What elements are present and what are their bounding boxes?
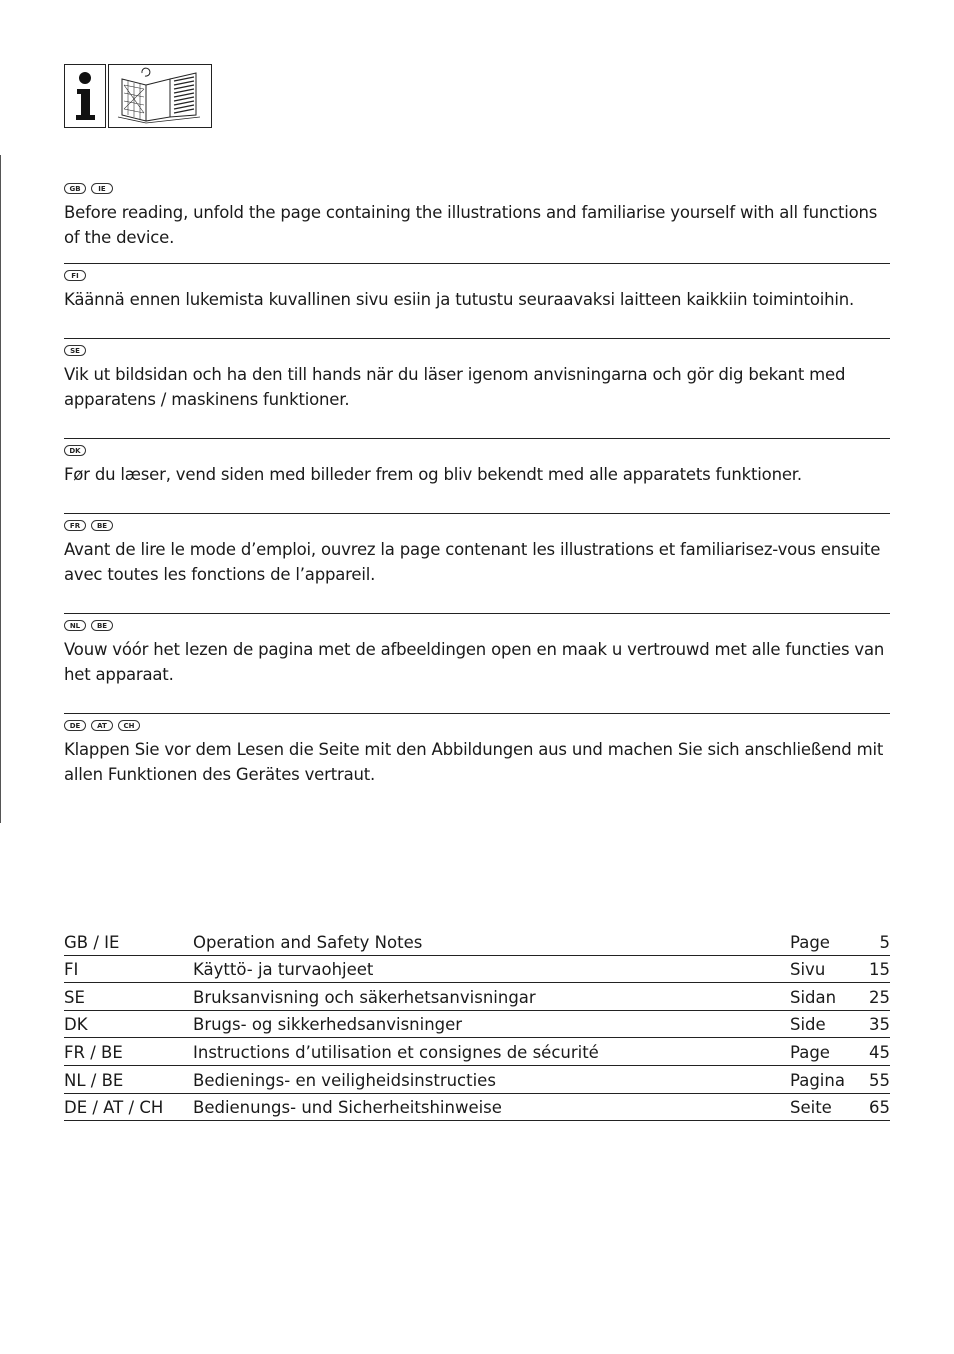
toc-language: GB / IE	[64, 932, 120, 952]
toc-row	[64, 1038, 890, 1066]
country-badges	[64, 618, 890, 632]
country-code-badge: SE	[64, 345, 86, 356]
country-code-badge: BE	[91, 620, 113, 631]
language-section	[64, 339, 890, 439]
country-code-badge: IE	[91, 183, 113, 194]
country-code-badge: NL	[64, 620, 86, 631]
toc-title: Bedienings- en veiligheidsinstructies	[193, 1070, 496, 1090]
country-code-badge: AT	[91, 720, 113, 731]
country-code-badge: CH	[118, 720, 140, 731]
page-edge-line	[0, 155, 1, 823]
instruction-text: Vik ut bildsidan och ha den till hands när du läser igenom anvisningarna och gör dig bekant med apparatens / maskinens funktioner.	[64, 365, 846, 409]
toc-title: Operation and Safety Notes	[193, 932, 423, 952]
toc-page-number: 5	[879, 932, 890, 952]
toc-page-number: 25	[869, 987, 890, 1007]
toc-page-label: Page	[790, 932, 830, 952]
unfold-instructions	[64, 177, 890, 806]
toc-page-label: Sivu	[790, 960, 826, 980]
toc-row	[64, 983, 890, 1011]
language-section	[64, 714, 890, 806]
country-code-badge: GB	[64, 183, 86, 194]
toc-title: Instructions d’utilisation et consignes de sécurité	[193, 1042, 599, 1062]
toc-page-number: 45	[869, 1042, 890, 1062]
toc-row	[64, 1066, 890, 1094]
instruction-text: Avant de lire le mode d’emploi, ouvrez la page contenant les illustrations et familiarisez-vous ensuite avec toutes les fonctions de l’appareil.	[64, 540, 881, 584]
toc-row	[64, 1094, 890, 1122]
toc-language: DE / AT / CH	[64, 1098, 164, 1118]
toc-page-number: 15	[869, 960, 890, 980]
toc-page-number: 55	[869, 1070, 890, 1090]
country-badges	[64, 718, 890, 732]
country-badges	[64, 443, 890, 457]
toc-title: Bedienungs- und Sicherheitshinweise	[193, 1098, 502, 1118]
country-code-badge: FR	[64, 520, 86, 531]
toc-title: Brugs- og sikkerhedsanvisninger	[193, 1015, 463, 1035]
toc-title: Bruksanvisning och säkerhetsanvisningar	[193, 987, 536, 1007]
toc-language: SE	[64, 987, 85, 1007]
country-code-badge: BE	[91, 520, 113, 531]
table-of-contents	[64, 928, 890, 1121]
instruction-text: Før du læser, vend siden med billeder frem og bliv bekendt med alle apparatets funktioner.	[64, 465, 802, 484]
info-icon	[64, 64, 106, 128]
instruction-text: Before reading, unfold the page containing the illustrations and familiarise yourself with all functions of the device.	[64, 203, 878, 247]
info-icon-group	[64, 64, 212, 128]
toc-page-label: Pagina	[790, 1070, 845, 1090]
country-badges	[64, 343, 890, 357]
instruction-text: Käännä ennen lukemista kuvallinen sivu esiin ja tutustu seuraavaksi laitteen kaikkiin toimintoihin.	[64, 290, 855, 309]
instruction-text: Klappen Sie vor dem Lesen die Seite mit den Abbildungen aus und machen Sie sich anschließend mit allen Funktionen des Gerätes vertraut.	[64, 740, 884, 784]
toc-row	[64, 928, 890, 956]
country-code-badge: DE	[64, 720, 86, 731]
toc-language: DK	[64, 1015, 88, 1035]
country-code-badge: FI	[64, 270, 86, 281]
language-section	[64, 177, 890, 264]
toc-page-number: 65	[869, 1098, 890, 1118]
country-badges	[64, 268, 890, 282]
instruction-text: Vouw vóór het lezen de pagina met de afbeeldingen open en maak u vertrouwd met alle functies van het apparaat.	[64, 640, 885, 684]
toc-page-label: Side	[790, 1015, 826, 1035]
country-badges	[64, 518, 890, 532]
toc-page-label: Page	[790, 1042, 830, 1062]
toc-language: NL / BE	[64, 1070, 124, 1090]
toc-title: Käyttö- ja turvaohjeet	[193, 960, 374, 980]
language-section	[64, 264, 890, 339]
toc-row	[64, 956, 890, 984]
toc-language: FR / BE	[64, 1042, 123, 1062]
language-section	[64, 614, 890, 714]
language-section	[64, 439, 890, 514]
country-badges	[64, 181, 890, 195]
toc-page-label: Sidan	[790, 987, 837, 1007]
toc-page-number: 35	[869, 1015, 890, 1035]
language-section	[64, 514, 890, 614]
toc-row	[64, 1011, 890, 1039]
country-code-badge: DK	[64, 445, 86, 456]
unfold-page-icon	[108, 64, 212, 128]
toc-language: FI	[64, 960, 79, 980]
toc-page-label: Seite	[790, 1098, 832, 1118]
